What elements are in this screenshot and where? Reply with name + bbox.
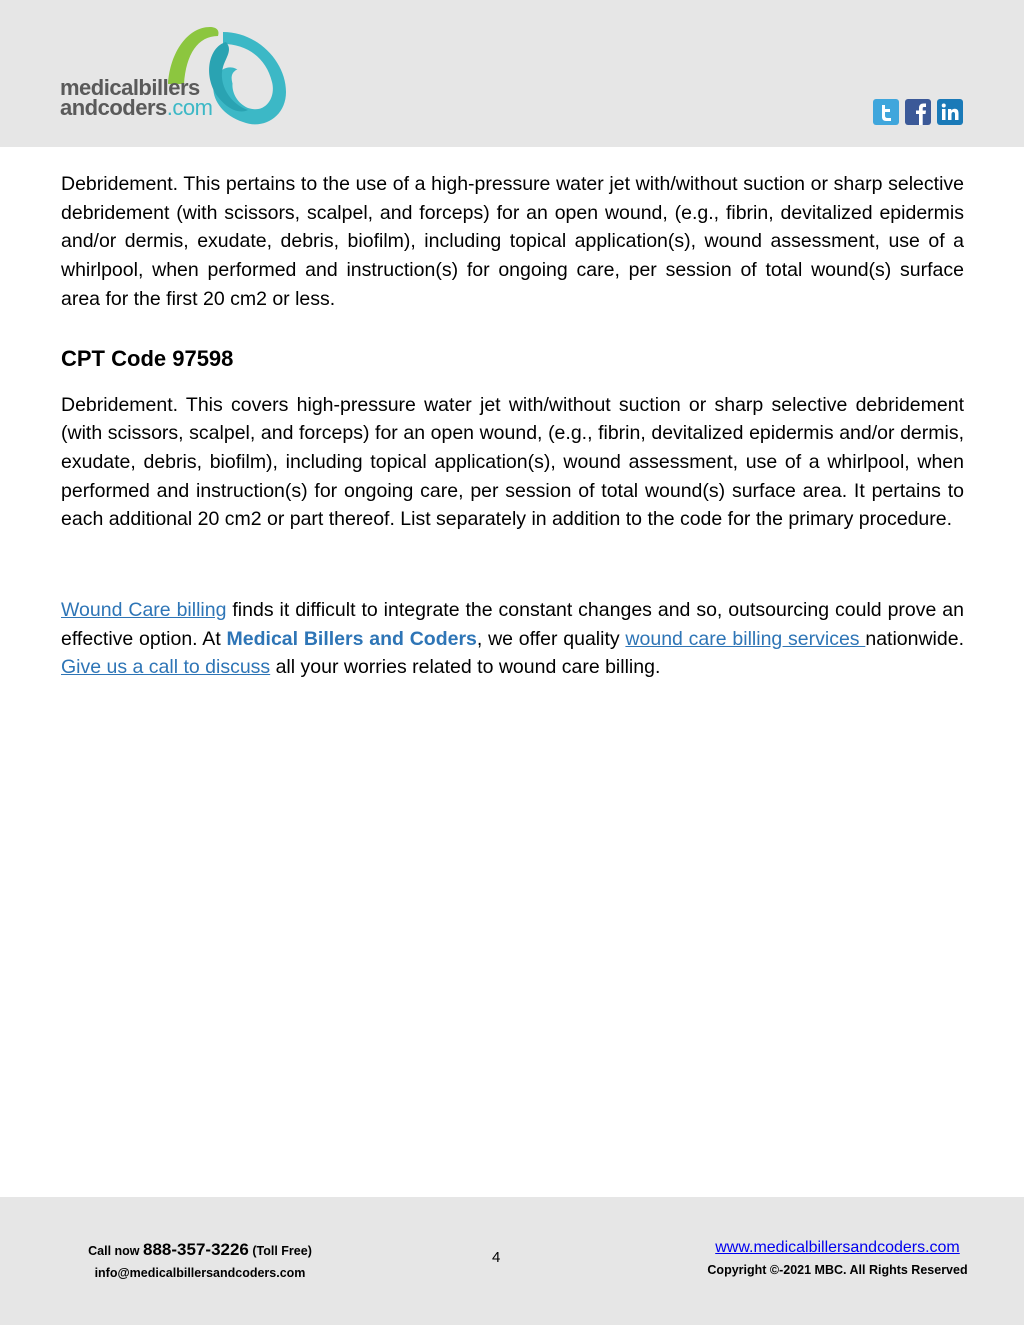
copyright-text: Copyright ©-2021 MBC. All Rights Reserved xyxy=(707,1263,968,1277)
page-header xyxy=(0,0,1024,147)
paragraph-wound-care-billing xyxy=(61,596,964,682)
linkedin-icon[interactable] xyxy=(937,99,963,125)
footer-contact xyxy=(70,1239,330,1284)
footer-email[interactable]: info@medicalbillersandcoders.com xyxy=(94,1266,306,1280)
document-body xyxy=(61,170,964,682)
paragraph-debridement-intro: Debridement. This pertains to the use of a high-pressure water jet with/without suction or sharp selective debridement (with scissors, scalpel, and forceps) for an open wound, (e.g., fibrin, devitalized epidermis and/or dermis, exudate, debris, biofilm), including topical application(s), wound assessment, use of a whirlpool, when performed and instruction(s) for ongoing care, per session of total wound(s) surface area for the first 20 cm2 or less. xyxy=(61,173,964,310)
phone-number[interactable]: 888-357-3226 xyxy=(143,1240,249,1259)
logo-line-1: medicalbillers xyxy=(60,75,200,100)
give-us-a-call-link[interactable]: Give us a call to discuss xyxy=(61,656,271,679)
footer-phone-line xyxy=(70,1239,330,1262)
logo-wordmark xyxy=(60,75,213,120)
logo-line-2-text: andcoders xyxy=(60,95,167,120)
wound-care-billing-services-link[interactable]: wound care billing services xyxy=(625,627,866,650)
paragraph-cpt-97598: Debridement. This covers high-pressure water jet with/without suction or sharp selective debridement (with scissors, scalpel, and forceps) for an open wound, (e.g., fibrin, devitalized epidermis and/or dermis, exudate, debris, biofilm), including topical application(s), wound assessment, use of a whirlpool, when performed and instruction(s) for ongoing care, per session of total wound(s) surface area. It pertains to each additional 20 cm2 or part thereof. List separately in addition to the code for the primary procedure. xyxy=(61,393,964,531)
paragraph-text: all your worries related to wound care billing. xyxy=(270,656,661,679)
brand-name: Medical Billers and Coders xyxy=(226,627,477,650)
company-logo[interactable] xyxy=(58,22,298,132)
page-footer xyxy=(0,1197,1024,1325)
call-now-label: Call now xyxy=(88,1244,144,1258)
facebook-icon[interactable] xyxy=(905,99,931,125)
spacer xyxy=(61,534,964,596)
paragraph-text: nationwide. xyxy=(865,627,964,650)
section-heading: CPT Code 97598 xyxy=(61,345,234,371)
website-link[interactable]: www.medicalbillersandcoders.com xyxy=(715,1239,960,1256)
logo-suffix: .com xyxy=(166,95,213,120)
paragraph-text: finds it difficult to integrate the constant changes and so, outsourcing could prove an effective option. At xyxy=(61,599,964,650)
wound-care-billing-link[interactable]: Wound Care billing xyxy=(61,599,227,622)
paragraph-text: , we offer quality xyxy=(476,627,626,650)
page-number: 4 xyxy=(492,1249,501,1266)
footer-website-block xyxy=(690,1237,985,1281)
logo-line-2 xyxy=(60,95,213,120)
toll-free-label: (Toll Free) xyxy=(248,1244,312,1258)
twitter-icon[interactable] xyxy=(873,99,899,125)
